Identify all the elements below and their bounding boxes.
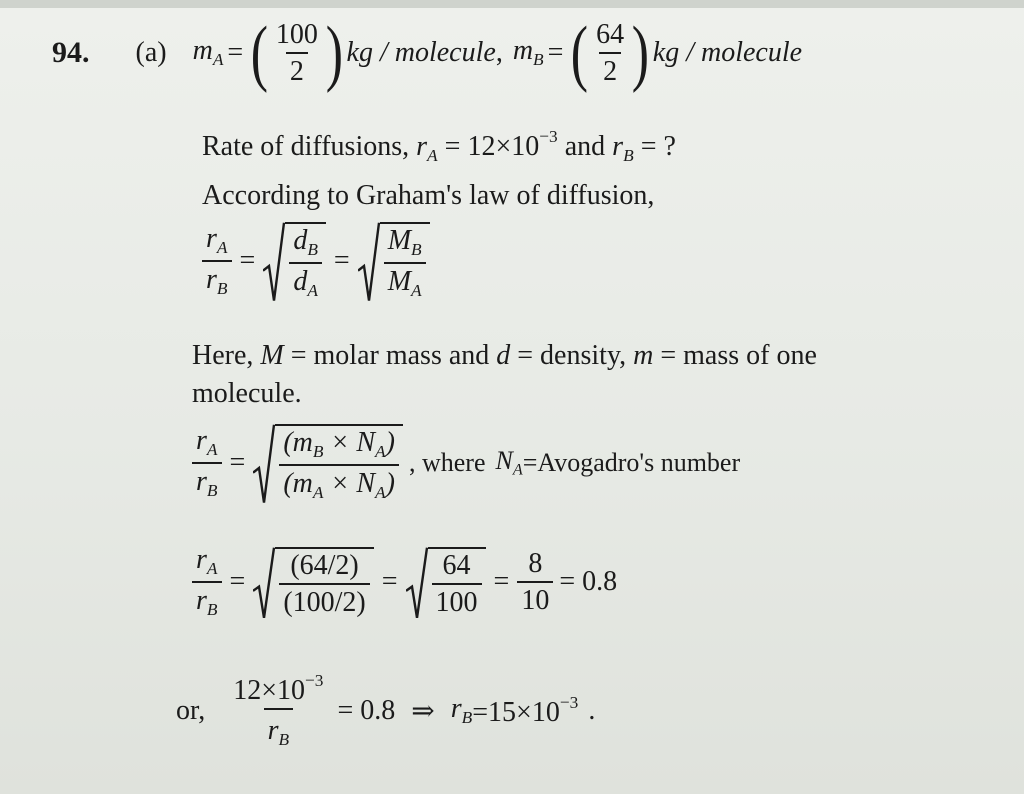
graham-law-line: According to Graham's law of diffusion,: [202, 180, 655, 211]
mass-b-value: ( $\frac{64}{2}$ ): [571, 12, 650, 94]
unit-kg-per-molecule-b: kg / molecule: [652, 37, 803, 68]
definitions-line-2: molecule.: [192, 378, 302, 409]
problem-mass-line: [52, 12, 803, 94]
page-top-edge: [0, 0, 1024, 8]
equals-sign: =: [227, 37, 244, 68]
rate-text: Rate of diffusions,: [202, 131, 410, 163]
mass-a-symbol: $m_A$: [192, 35, 224, 70]
answer-option: (a): [135, 37, 167, 68]
numeric-ratio-equation: $\frac{r_A}{r_B}$ = $\frac{(64/2)}{(100/2)}$ = $\frac{64}{100}$ = $\frac{8}{10}$ = 0.8: [192, 545, 617, 620]
comma: ,: [495, 37, 503, 68]
problem-number: 94.: [52, 36, 90, 69]
mass-b-symbol: $m_B$: [512, 35, 544, 70]
final-result-equation: or, $\frac{12\times 10^{-3}}{r_B}$ = 0.8 ⇒ $r_B$ $=15\times 10^{-3}$ .: [176, 671, 596, 750]
mass-a-value: ( $\frac{100}{2}$ ): [250, 12, 343, 94]
definitions-line: Here, M = molar mass and d = density, m = mass of one: [192, 340, 817, 371]
unit-kg-per-molecule-a: kg / molecule: [346, 37, 496, 68]
equals-sign: =: [547, 37, 564, 68]
graham-equation: $\frac{r_A}{r_B}$ = $\frac{d_B}{d_A}$ = $\frac{M_B}{M_A}$: [202, 222, 430, 301]
rb-symbol: $r_B$: [612, 131, 634, 166]
avogadro-equation: $\frac{r_A}{r_B}$ = $\frac{(m_B \times N_A)}{(m_A \times N_A)}$ , where $N_A$ =Avogadro's number: [192, 424, 740, 503]
ra-symbol: $r_A$: [416, 131, 438, 166]
and-word: and: [564, 131, 606, 163]
rb-unknown: = ?: [640, 131, 676, 163]
ra-value: = $12\times 10^{-3}$: [444, 127, 558, 163]
rate-line: [202, 127, 676, 166]
